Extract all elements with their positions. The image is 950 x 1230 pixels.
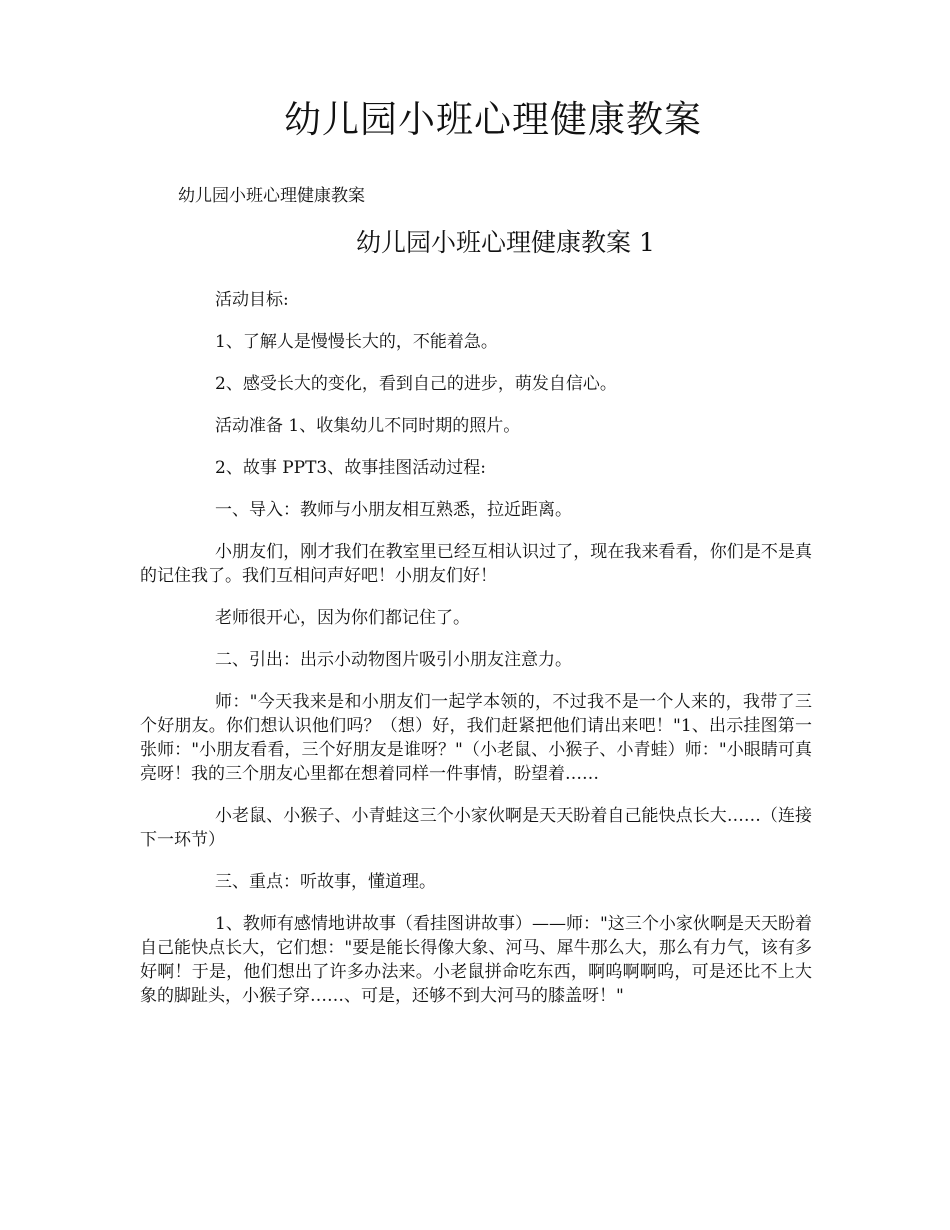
paragraph-teacher-dialogue: 师："今天我来是和小朋友们一起学本领的，不过我不是一个人来的，我带了三个好朋友。你们想认识他们吗？（想）好，我们赶紧把他们请出来吧！"1、出示挂图第一张师："小朋友看看，三个好朋友是谁呀？"（小老鼠、小猴子、小青蛙）师："小眼睛可真亮呀！我的三个朋友心里都在想着同样一件事情，盼望着…… bbox=[140, 692, 812, 784]
paragraph-step-intro: 一、导入：教师与小朋友相互熟悉，拉近距离。 bbox=[215, 500, 572, 520]
section-title: 幼儿园小班心理健康教案 1 bbox=[356, 228, 655, 257]
paragraph-objectives-heading: 活动目标: bbox=[215, 290, 289, 310]
paragraph-step-lead-in: 二、引出：出示小动物图片吸引小朋友注意力。 bbox=[215, 650, 572, 670]
paragraph-three-friends: 小老鼠、小猴子、小青蛙这三个小家伙啊是天天盼着自己能快点长大……（连接下一环节） bbox=[140, 806, 812, 850]
paragraph-objective-2: 2、感受长大的变化，看到自己的进步，萌发自信心。 bbox=[215, 374, 617, 394]
paragraph-preparation-2: 2、故事 PPT3、故事挂图活动过程: bbox=[215, 458, 486, 478]
paragraph-storytelling: 1、教师有感情地讲故事（看挂图讲故事）——师："这三个小家伙啊是天天盼着自己能快点长大，它们想："要是能长得像大象、河马、犀牛那么大，那么有力气，该有多好啊！于是，他们想出了许多办法来。小老鼠拼命吃东西，啊呜啊啊呜，可是还比不上大象的脚趾头，小猴子穿……、可是，还够不到大河马的膝盖呀！" bbox=[140, 914, 812, 1006]
document-title: 幼儿园小班心理健康教案 bbox=[284, 98, 702, 141]
paragraph-objective-1: 1、了解人是慢慢长大的，不能着急。 bbox=[215, 332, 498, 352]
document-body bbox=[140, 288, 812, 1026]
paragraph-step-key-point: 三、重点：听故事，懂道理。 bbox=[215, 872, 436, 892]
paragraph-preparation-1: 活动准备 1、收集幼儿不同时期的照片。 bbox=[215, 416, 521, 436]
paragraph-teacher-happy: 老师很开心，因为你们都记住了。 bbox=[215, 608, 470, 628]
paragraph-greeting: 小朋友们，刚才我们在教室里已经互相认识过了，现在我来看看，你们是不是真的记住我了。我们互相问声好吧！小朋友们好！ bbox=[140, 542, 812, 586]
document-subtitle: 幼儿园小班心理健康教案 bbox=[178, 186, 365, 206]
